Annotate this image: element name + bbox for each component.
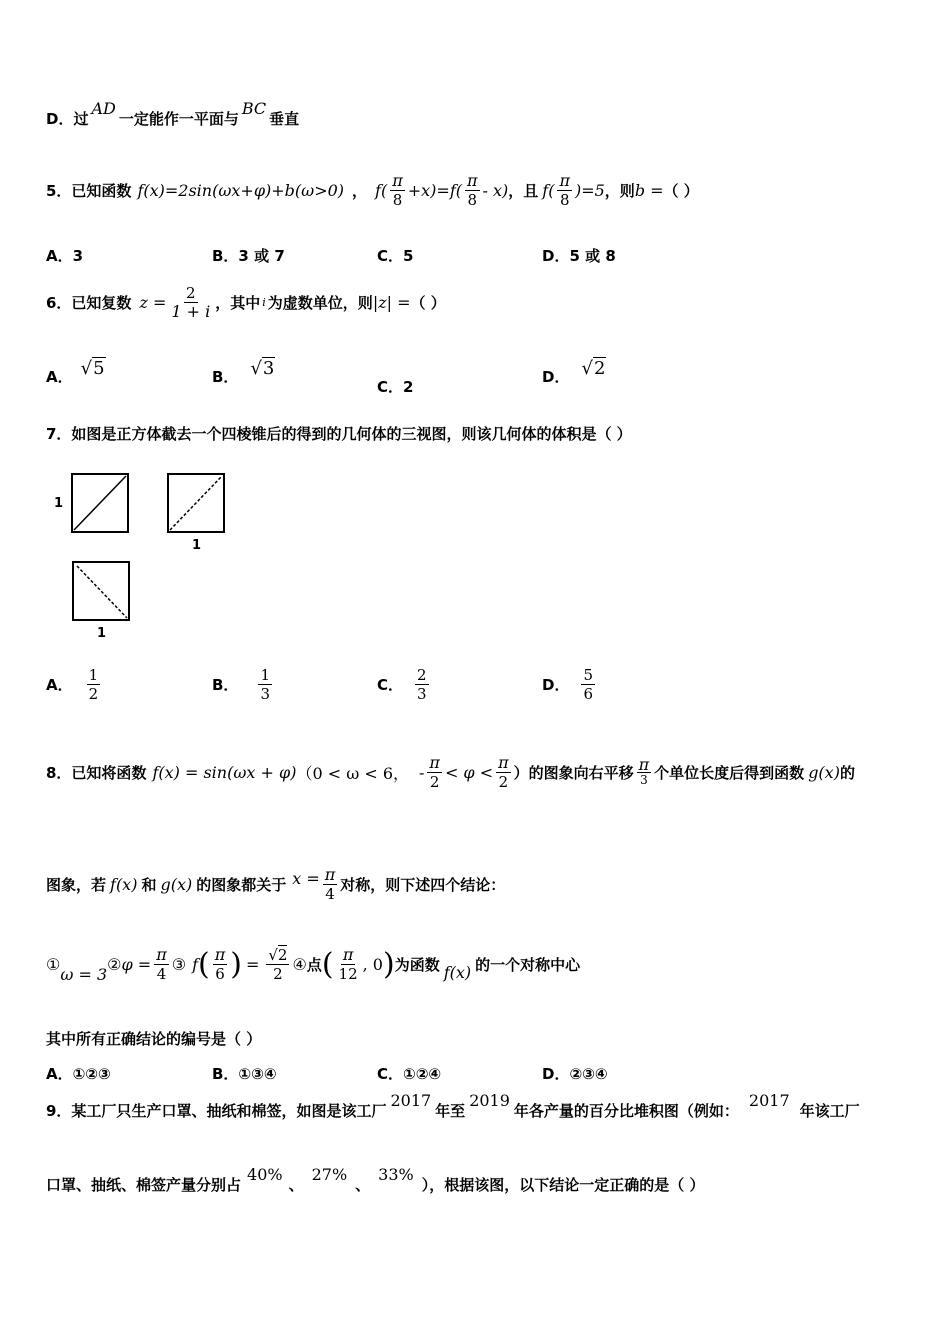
q4-end: 垂直: [269, 110, 300, 128]
q7-side-view: [166, 472, 228, 553]
q5-then: ，则: [604, 182, 635, 200]
q5-cond1-right: - x): [482, 181, 509, 200]
q7-option-c[interactable]: C． $\frac{2}{3}$: [377, 666, 427, 703]
q5-and: ，且: [508, 182, 539, 200]
q6-absz: |z| =: [372, 293, 411, 312]
q8-option-d[interactable]: D．②③④: [542, 1065, 608, 1083]
q5-frac-3: $\frac{\pi}{8}$: [559, 171, 570, 209]
q8-conclusions: ① ω = 3 ② φ = $\frac{\pi}{4}$ ③ f ( $\frac{\pi}{6}$ ) = $\frac{√2}{2}$ ④ 点 ( $\frac{\pi}{12}$ , 0 ) 为函数 f(x) 的一个对称中心: [46, 945, 581, 984]
sqrt-icon: √2: [581, 358, 606, 379]
q5-paren: （ ）: [663, 182, 699, 200]
q8-option-c[interactable]: C．①②④: [377, 1065, 442, 1083]
sqrt-icon: √3: [250, 358, 275, 379]
dim-label: 1: [54, 496, 64, 511]
q5-prefix: 5．已知函数: [46, 182, 132, 200]
dim-label: 1: [97, 626, 107, 641]
q6-option-d[interactable]: D． √2: [542, 358, 606, 386]
q7-option-d[interactable]: D． $\frac{5}{6}$: [542, 666, 593, 703]
q4-option-d-label: D．过: [46, 110, 89, 128]
q5-option-a[interactable]: A．3: [46, 247, 84, 265]
q6-z: z =: [139, 293, 167, 312]
q5-option-b[interactable]: B．3 或 7: [212, 247, 285, 265]
q5-function: f(x)=2sin(ωx+φ)+b(ω>0): [137, 181, 345, 200]
q5-frac-2: $\frac{\pi}{8}$: [466, 171, 478, 209]
q5-comma: ，: [352, 182, 368, 200]
q6-mid2: 为虚数单位，则: [267, 294, 373, 312]
q5-stem: [46, 172, 699, 209]
q5-option-c[interactable]: C．5: [377, 247, 414, 265]
q5-frac-1: $\frac{\pi}{8}$: [392, 171, 403, 209]
q5-b: b =: [634, 181, 664, 200]
q6-paren: （ ）: [410, 294, 446, 312]
q8-stem-line1: 8．已知将函数 f(x) = sin(ωx + φ) （0 < ω < 6， - $\frac{\pi}{2}$ < φ < $\frac{\pi}{2}$ ）的图象向右平移 $\frac{\pi}{3}$ 个单位长度后得到函数 g(x) 的: [46, 753, 855, 791]
q5-cond1-mid: +x)=f(: [407, 181, 462, 200]
q6-frac: $\frac{2}{1 + i}$: [171, 284, 211, 321]
q7-option-b[interactable]: B． $\frac{1}{3}$: [212, 666, 270, 703]
q6-prefix: 6．已知复数: [46, 294, 132, 312]
q4-option-d: [46, 99, 300, 129]
q5-cond2-right: )=5: [574, 181, 605, 200]
q6-mid: ，其中: [215, 294, 261, 312]
q5-option-d[interactable]: D．5 或 8: [542, 247, 616, 265]
q5-cond2-left: f(: [542, 181, 555, 200]
sqrt-icon: √5: [80, 358, 105, 379]
q6-option-b[interactable]: B． √3: [212, 358, 275, 386]
q6-option-c[interactable]: C． 2: [377, 377, 414, 396]
q4-text: 一定能作一平面与: [118, 110, 239, 128]
q8-stem-line2: 图象，若 f(x) 和 g(x) 的图象都关于 x = $\frac{\pi}{4}$ 对称，则下述四个结论：: [46, 865, 506, 903]
q7-option-a[interactable]: A． $\frac{1}{2}$: [46, 666, 99, 703]
q8-option-a[interactable]: A．①②③: [46, 1065, 111, 1083]
q4-ad: AD: [91, 99, 116, 118]
q7-top-view: [71, 560, 133, 641]
q8-option-b[interactable]: B．①③④: [212, 1065, 277, 1083]
dim-label: 1: [192, 538, 202, 553]
top-view-square: [71, 560, 133, 624]
q9-stem-line1: 9．某工厂只生产口罩、抽纸和棉签，如图是该工厂 2017 年至 2019 年各产量的百分比堆积图（例如： 2017 年该工厂: [46, 1091, 860, 1120]
q5-cond1-left: f(: [375, 181, 388, 200]
q6-stem: [46, 284, 446, 321]
q4-bc: BC: [241, 99, 267, 118]
q8-question: 其中所有正确结论的编号是（ ）: [46, 1030, 262, 1048]
front-view-square: [70, 472, 150, 536]
q9-stem-line2: 口罩、抽纸、棉签产量分别占 40% 、 27% 、 33% ），根据该图，以下结论一定正确的是（ ）: [46, 1165, 705, 1194]
side-view-square: [166, 472, 228, 536]
sqrt-icon: √: [268, 946, 278, 964]
q6-i: i: [262, 296, 266, 309]
q7-stem: 7．如图是正方体截去一个四棱锥后的得到的几何体的三视图，则该几何体的体积是（ ）: [46, 425, 632, 443]
q6-option-a[interactable]: A． √5: [46, 358, 105, 386]
